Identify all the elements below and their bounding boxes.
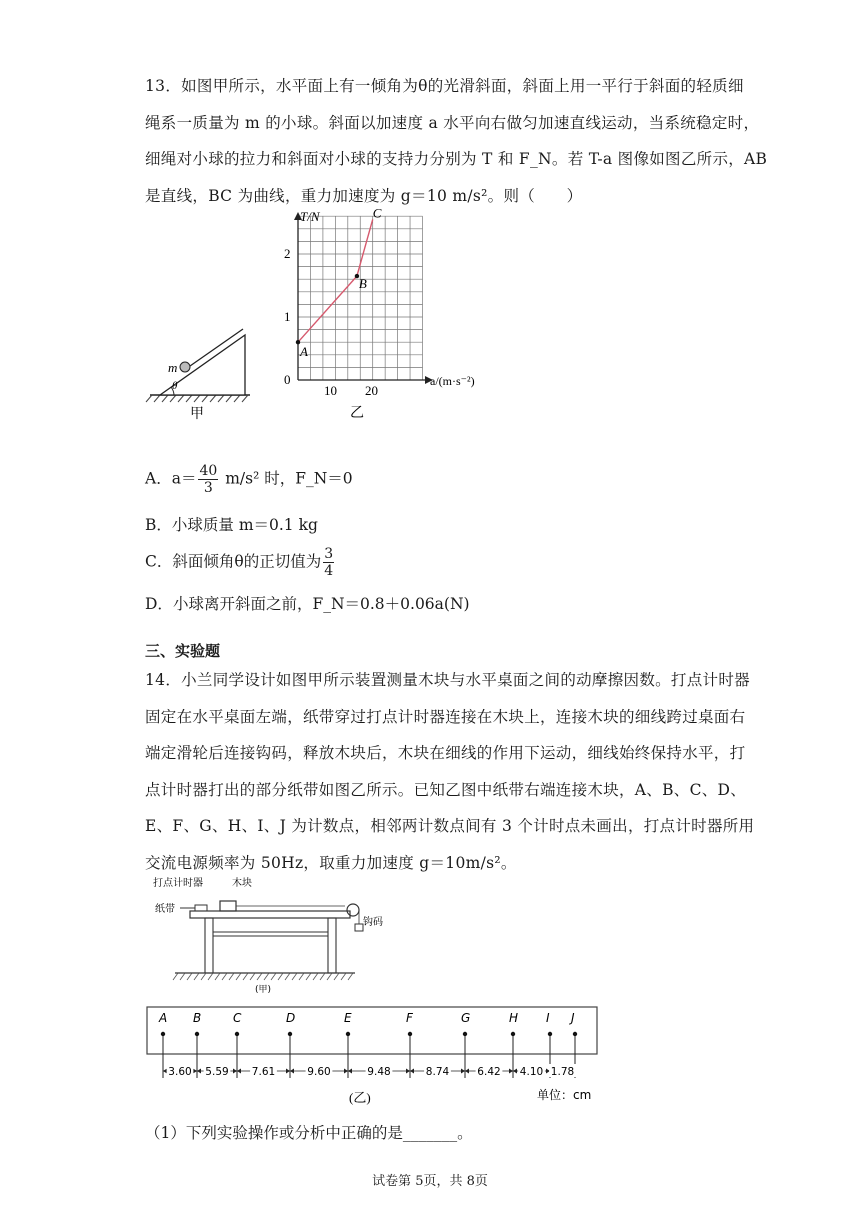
y-tick-2: 2: [284, 246, 291, 261]
timer-shape: [195, 905, 207, 911]
q14-line-1: 14．小兰同学设计如图甲所示装置测量木块与水平桌面之间的动摩擦因数。打点计时器: [145, 671, 750, 689]
tape-label: 纸带: [155, 904, 175, 915]
tape-distance-7: 6.42: [477, 1066, 501, 1078]
option-c-pre: 斜面倾角θ的正切值为: [172, 552, 322, 571]
weight-label: 钩码: [363, 917, 383, 928]
option-c-numerator: 3: [324, 546, 334, 562]
incline-figure: [140, 315, 270, 420]
q14-line-6: 交流电源频率为 50Hz，取重力加速度 g＝10m/s²。: [145, 853, 517, 872]
tape-dot-I: [548, 1032, 552, 1036]
ball-mass-label: m: [168, 360, 178, 375]
option-d: [145, 592, 470, 614]
tape-dot-C: [235, 1032, 239, 1036]
tape-distance-5: 9.48: [367, 1066, 391, 1078]
tape-dim-arrow: [197, 1069, 201, 1074]
tape-point-label-G: G: [461, 1011, 471, 1025]
option-d-letter: D．: [145, 595, 173, 613]
option-b: [145, 513, 318, 535]
figure-yi-caption: 乙: [350, 406, 364, 420]
x-tick-20: 20: [365, 383, 378, 398]
block-shape: [220, 901, 236, 911]
chart-points: [296, 205, 382, 359]
tape-dim-arrow: [286, 1069, 290, 1074]
x-axis-label: a/(m·s⁻²): [430, 374, 475, 388]
point-label-B: B: [358, 276, 367, 292]
tape-caption: (乙): [349, 1090, 371, 1105]
option-c-denominator: 4: [324, 563, 334, 579]
tape-distance-1: 3.60: [168, 1066, 192, 1078]
page-footer: 试卷第 5页，共 8页: [372, 1174, 488, 1189]
tape-point-label-C: C: [233, 1011, 242, 1025]
tape-distance-9: 1.78: [550, 1066, 575, 1078]
option-d-text: 小球离开斜面之前，F_N＝0.8＋0.06a(N): [172, 595, 470, 613]
tape-dim-arrow: [237, 1069, 241, 1074]
tape-dim-arrow: [344, 1069, 348, 1074]
tape-points-layer: [158, 1011, 577, 1078]
tape-dim-arrow: [410, 1069, 414, 1074]
option-c-fraction: [323, 546, 334, 579]
tape-unit-label: 单位：cm: [537, 1088, 592, 1102]
pulley-icon: [347, 904, 359, 916]
paper-tape-figure: [145, 1000, 605, 1105]
figure-jia-caption: 甲: [190, 407, 204, 420]
chart-grid: [298, 216, 423, 380]
option-a-pre: a＝: [171, 469, 197, 488]
tape-distance-6: 8.74: [425, 1066, 450, 1078]
tape-dim-arrow: [163, 1069, 167, 1074]
option-a-letter: A．: [145, 469, 172, 488]
q13-line-4: 是直线，BC 为曲线，重力加速度为 g＝10 m/s²。则（ ）: [145, 186, 583, 205]
tape-dot-F: [408, 1032, 412, 1036]
q14-line-2: 固定在水平桌面左端，纸带穿过打点计时器连接在木块上，连接木块的细线跨过桌面右: [145, 707, 746, 726]
section-heading: 三、实验题: [145, 642, 221, 660]
tape-point-label-H: H: [509, 1011, 519, 1025]
tape-dot-E: [346, 1032, 350, 1036]
tape-distance-3: 7.61: [251, 1066, 276, 1078]
tape-dim-arrow: [509, 1069, 513, 1074]
origin-label: 0: [284, 372, 291, 387]
y-axis-label: T/N: [300, 209, 320, 224]
option-b-text: 小球质量 m＝0.1 kg: [171, 516, 318, 534]
q13-stem: [145, 68, 768, 214]
tape-dim-arrow: [465, 1069, 469, 1074]
q13-line-2: 绳系一质量为 m 的小球。斜面以加速度 a 水平向右做匀加速直线运动，当系统稳定时，: [145, 113, 760, 132]
tape-dot-G: [463, 1032, 467, 1036]
tape-point-label-B: B: [193, 1011, 202, 1025]
timer-label: 打点计时器: [153, 878, 203, 889]
tape-dim-arrow: [406, 1069, 410, 1074]
tape-point-label-F: F: [406, 1011, 413, 1025]
tape-dim-arrow: [290, 1069, 294, 1074]
option-c-letter: C．: [145, 552, 173, 571]
angle-label: θ: [172, 380, 178, 392]
block-label: 木块: [232, 878, 252, 889]
q14-line-3: 端定滑轮后连接钩码，释放木块后，木块在细线的作用下运动，细线始终保持水平，打: [145, 744, 746, 762]
q14-line-4: 点计时器打出的部分纸带如图乙所示。已知乙图中纸带右端连接木块，A、B、C、D、: [145, 780, 747, 799]
tape-point-label-J: J: [571, 1011, 575, 1025]
tape-distance-4: 9.60: [307, 1066, 331, 1078]
option-a-post: m/s² 时，F_N＝0: [220, 469, 353, 488]
apparatus-figure: [150, 872, 410, 997]
option-b-letter: B．: [145, 516, 172, 534]
tape-dot-B: [195, 1032, 199, 1036]
option-c: [145, 546, 336, 579]
tape-distance-2: 5.59: [205, 1066, 229, 1078]
tape-dim-arrow: [193, 1069, 197, 1074]
q14-sub1: （1）下列实验操作或分析中正确的是_______。: [145, 1124, 473, 1142]
y-tick-1: 1: [284, 309, 291, 324]
tape-point-label-D: D: [286, 1011, 296, 1025]
weight-shape: [355, 924, 363, 931]
tape-strip: [147, 1007, 597, 1054]
tape-dot-J: [573, 1032, 577, 1036]
tape-distance-8: 4.10: [519, 1066, 544, 1078]
tape-dim-arrow: [348, 1069, 352, 1074]
tape-point-label-A: A: [159, 1011, 168, 1025]
option-a-denominator: 3: [203, 480, 213, 496]
t-a-chart: [270, 205, 485, 420]
q14-line-5: E、F、G、H、I、J 为计数点，相邻两计数点间有 3 个计时点未画出，打点计时器所用: [145, 817, 755, 835]
point-label-A: A: [300, 344, 308, 360]
q13-line-3: 细绳对小球的拉力和斜面对小球的支持力分别为 T 和 F_N。若 T-a 图像如图乙所示，AB: [145, 150, 768, 168]
tape-dot-H: [511, 1032, 515, 1036]
x-tick-10: 10: [324, 383, 337, 398]
point-label-C: C: [372, 205, 382, 221]
tape-dot-D: [288, 1032, 292, 1036]
tape-point-label-I: I: [546, 1011, 550, 1025]
table-top: [190, 911, 350, 918]
tape-dim-arrow: [513, 1069, 517, 1074]
option-a: [145, 463, 353, 496]
tape-dot-A: [161, 1032, 165, 1036]
tape-point-label-E: E: [344, 1011, 352, 1025]
tape-dim-arrow: [461, 1069, 465, 1074]
option-a-fraction: [198, 463, 218, 496]
option-a-numerator: 40: [199, 463, 218, 479]
q14-stem: [145, 662, 755, 881]
apparatus-caption: (甲): [255, 985, 272, 995]
q13-line-1: 13．如图甲所示，水平面上有一倾角为θ的光滑斜面，斜面上用一平行于斜面的轻质细: [145, 77, 744, 95]
tape-dim-arrow: [233, 1069, 237, 1074]
